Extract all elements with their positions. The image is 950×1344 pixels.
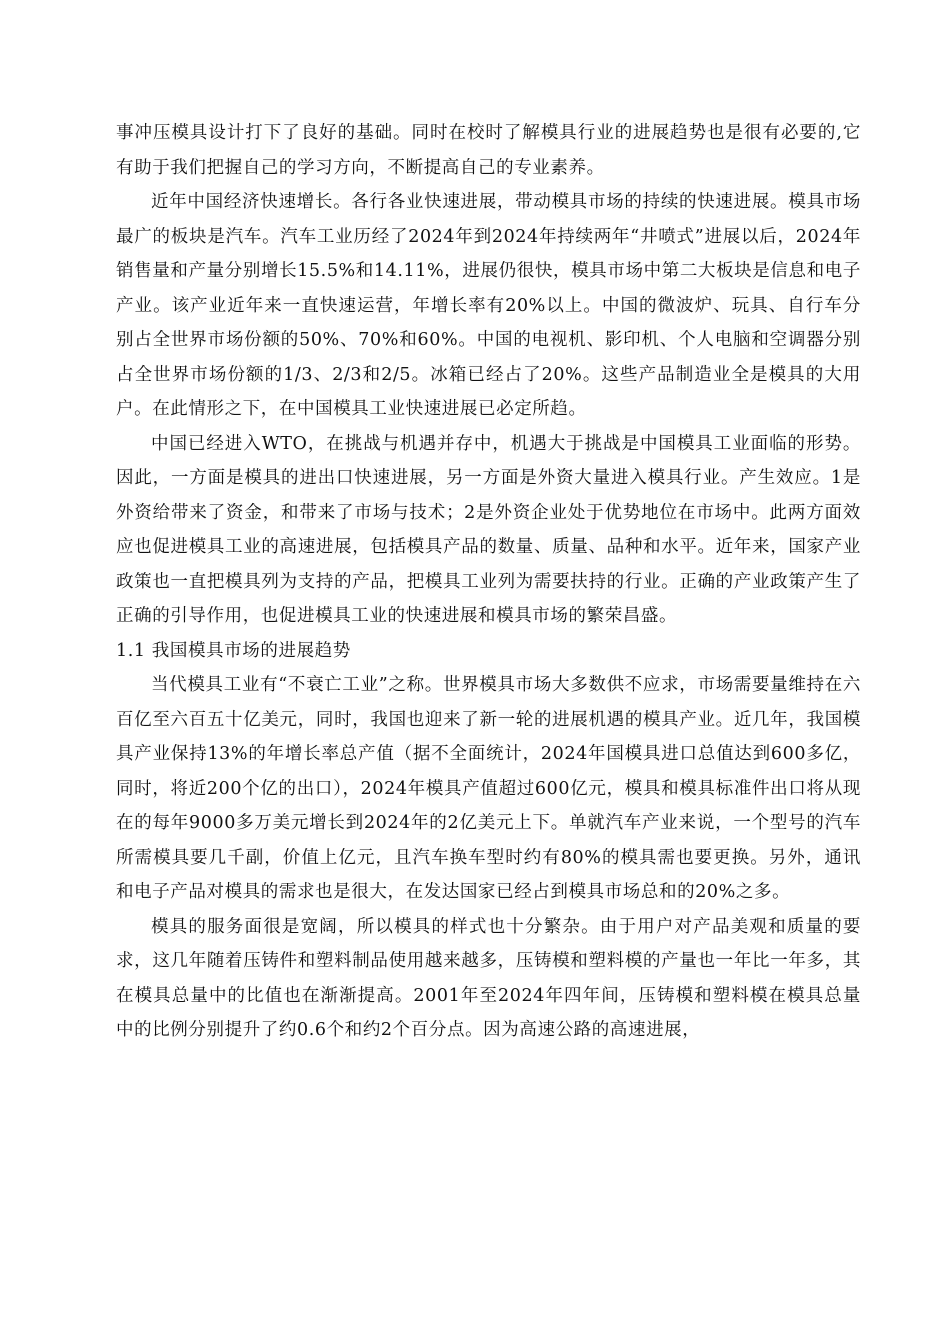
- paragraph-mold-types: 模具的服务面很是宽阔，所以模具的样式也十分繁杂。由于用户对产品美观和质量的要求，这几年随着压铸件和塑料制品使用越来越多，压铸模和塑料模的产量也一年比一年多，其在模具总量中的比值也在渐渐提高。2001年至2024年四年间，压铸模和塑料模在模具总量中的比例分别提升了约0.6个和约2个百分点。因为高速公路的高速进展，: [116, 916, 861, 1040]
- paragraph-continuation: 事冲压模具设计打下了良好的基础。同时在校时了解模具行业的进展趋势也是很有必要的,它有助于我们把握自己的学习方向，不断提高自己的专业素养。: [116, 123, 861, 178]
- paragraph-wto: 中国已经进入WTO，在挑战与机遇并存中，机遇大于挑战是中国模具工业面临的形势。因此，一方面是模具的进出口快速进展，另一方面是外资大量进入模具行业。产生效应。1是外资给带来了资金，和带来了市场与技术；2是外资企业处于优势地位在市场中。此两方面效应也促进模具工业的高速进展，包括模具产品的数量、质量、品种和水平。近年来，国家产业政策也一直把模具列为支持的产品，把模具工业列为需要扶持的行业。正确的产业政策产生了正确的引导作用，也促进模具工业的快速进展和模具市场的繁荣昌盛。: [116, 433, 861, 626]
- paragraph-economy-growth: 近年中国经济快速增长。各行各业快速进展，带动模具市场的持续的快速进展。模具市场最广的板块是汽车。汽车工业历经了2024年到2024年持续两年“井喷式”进展以后，2024年销售量和产量分别增长15.5%和14.11%，进展仍很快，模具市场中第二大板块是信息和电子产业。该产业近年来一直快速运营，年增长率有20%以上。中国的微波炉、玩具、自行车分别占全世界市场份额的50%、70%和60%。中国的电视机、影印机、个人电脑和空调器分别占全世界市场份额的1/3、2/3和2/5。冰箱已经占了20%。这些产品制造业全是模具的大用户。在此情形之下，在中国模具工业快速进展已必定所趋。: [116, 192, 861, 419]
- section-heading: 1.1 我国模具市场的进展趋势: [116, 640, 351, 661]
- paragraph-market-trend: 当代模具工业有“不衰亡工业”之称。世界模具市场大多数供不应求，市场需要量维持在六百亿至六百五十亿美元，同时，我国也迎来了新一轮的进展机遇的模具产业。近几年，我国模具产业保持13%的年增长率总产值（据不全面统计，2024年国模具进口总值达到600多亿，同时，将近200个亿的出口），2024年模具产值超过600亿元，模具和模具标准件出口将从现在的每年9000多万美元增长到2024年的2亿美元上下。单就汽车产业来说，一个型号的汽车所需模具要几千副，价值上亿元，且汽车换车型时约有80%的模具需也要更换。另外，通讯和电子产品对模具的需求也是很大，在发达国家已经占到模具市场总和的20%之多。: [116, 675, 861, 902]
- document-body: [116, 116, 861, 1048]
